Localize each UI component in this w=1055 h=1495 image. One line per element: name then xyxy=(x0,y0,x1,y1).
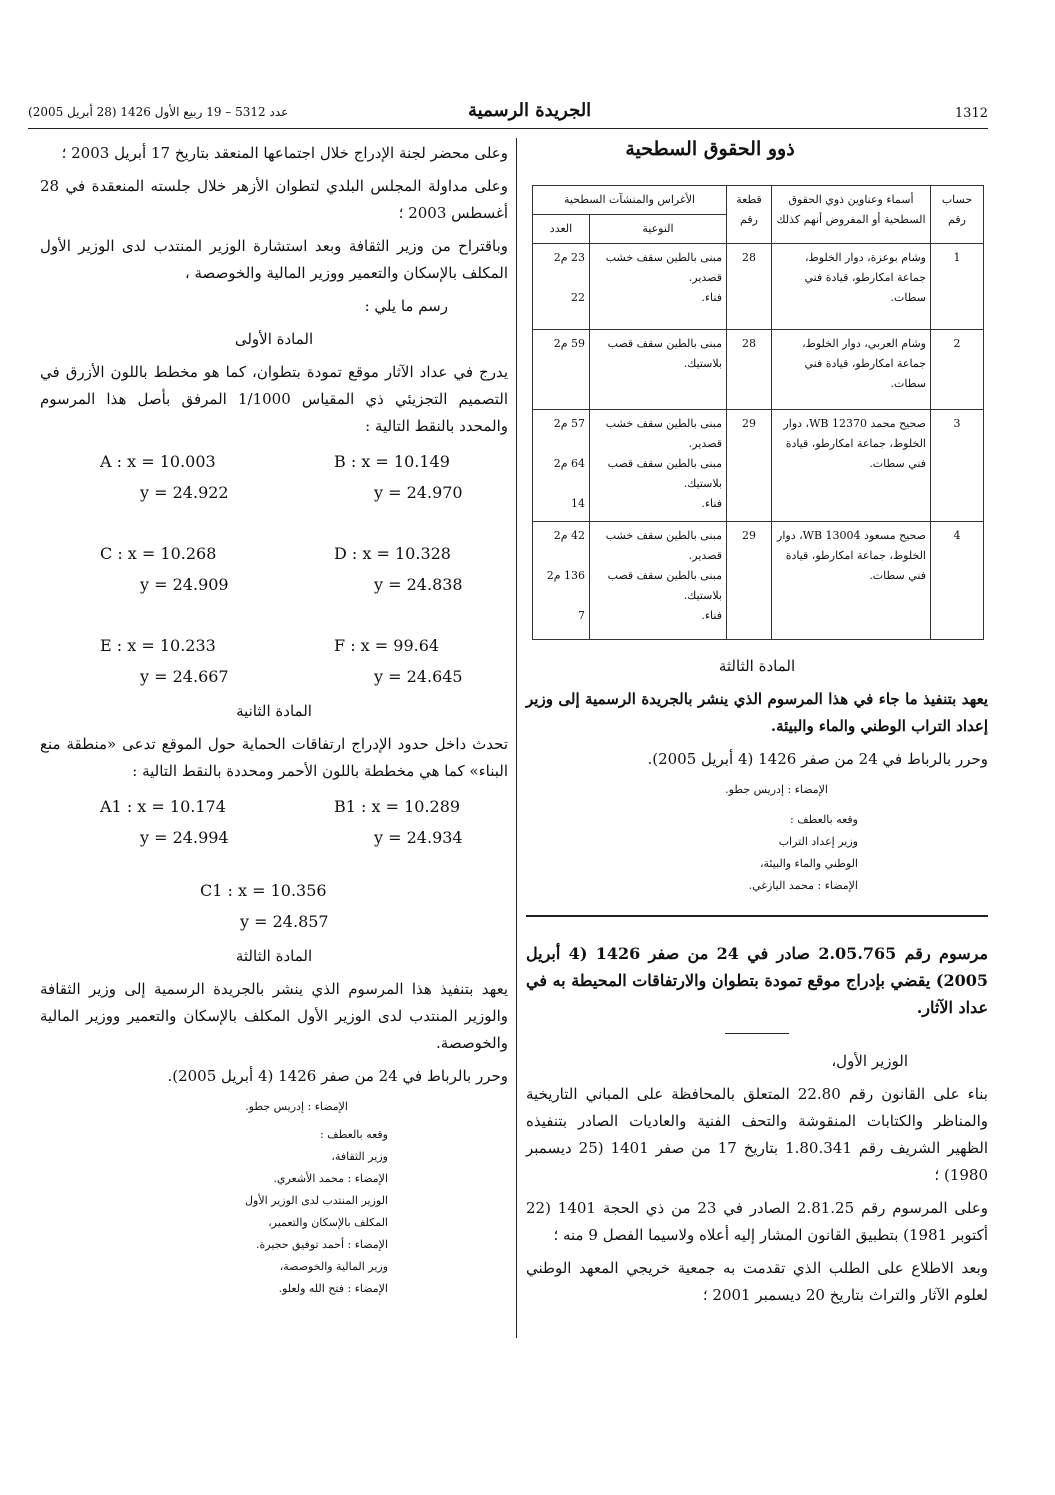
type-item: مبنى بالطين سقف قصب بلاستيك. xyxy=(607,569,722,602)
plot-cell: 28 xyxy=(727,330,772,410)
decree-para-1: بناء على القانون رقم 22.80 المتعلق بالمحافظة على المباني التاريخية والمناظر والكتابات المنقوشة والتحف الفنية والعاديات الصادر بتنفيذه الظهير الشريف رقم 1.80.341 بتاريخ 17 من صفر 1401 (25 ديسمبر 1980) ؛ xyxy=(526,1085,988,1184)
countersign-line: وزير المالية والخوصصة، xyxy=(279,1260,388,1273)
decree-title: مرسوم رقم 2.05.765 صادر في 24 من صفر 1426 (4 أبريل 2005) يقضي بإدراج موقع تمودة بتطوان والارتفاقات المحيطة به في عداد الآثار. xyxy=(526,944,989,1017)
para-committee: وعلى محضر لجنة الإدراج خلال اجتماعها المنعقد بتاريخ 17 أبريل 2003 ؛ xyxy=(61,144,508,162)
count-cell xyxy=(533,522,590,640)
type-cell xyxy=(590,522,727,640)
prime-minister: الوزير الأول، xyxy=(831,1052,908,1070)
countersign-line: الوزير المنتدب لدى الوزير الأول xyxy=(245,1194,388,1207)
countersign-line: وقعه بالعطف : xyxy=(790,813,858,826)
signature-right: الإمضاء : إدريس جطو. xyxy=(725,783,828,796)
table-row xyxy=(533,330,984,410)
left-column xyxy=(40,140,508,1300)
table-row xyxy=(533,244,984,330)
decreed-line: رسم ما يلي : xyxy=(364,297,448,315)
article-3-title: المادة الثالثة xyxy=(235,947,313,965)
header-type: النوعية xyxy=(590,215,727,244)
type-item: مبنى بالطين سقف خشب قصدير. xyxy=(605,417,722,450)
countersign-line: وقعه بالعطف : xyxy=(320,1128,388,1141)
point-f: F : x = 99.64 y = 24.645 xyxy=(334,636,463,686)
countersign-line: الوطني والماء والبيئة، xyxy=(759,857,858,870)
count-cell xyxy=(533,330,590,410)
decree-para-3: وبعد الاطلاع على الطلب الذي تقدمت به جمعية خريجي المعهد الوطني لعلوم الآثار والتراث بتاريخ 20 ديسمبر 2001 ؛ xyxy=(526,1259,988,1304)
article-3-text-right: يعهد بتنفيذ ما جاء في هذا المرسوم الذي ينشر بالجريدة الرسمية إلى وزير إعداد التراب الوطني والماء والبيئة. xyxy=(526,690,988,735)
gazette-title: الجريدة الرسمية xyxy=(468,100,592,121)
countersign-left xyxy=(40,1124,508,1300)
point-e: E : x = 10.233 y = 24.667 xyxy=(100,636,229,686)
section-title: ذوو الحقوق السطحية xyxy=(625,138,795,160)
account-cell: 4 xyxy=(931,522,984,640)
countersign-line: الإمضاء : فتح الله ولعلو. xyxy=(278,1282,388,1295)
countersign-line: المكلف بالإسكان والتعمير، xyxy=(268,1216,388,1229)
type-item: مبنى بالطين سقف قصب بلاستيك. xyxy=(607,337,722,370)
point-b1: B1 : x = 10.289 y = 24.934 xyxy=(334,797,463,847)
count-cell xyxy=(533,410,590,522)
type-item: فناء. xyxy=(701,609,722,622)
header-account: حساب رقم xyxy=(931,186,984,244)
article-3-text: يعهد بتنفيذ هذا المرسوم الذي ينشر بالجريدة الرسمية إلى وزير الثقافة والوزير المنتدب لدى الوزير الأول المكلف بالإسكان والتعمير ووزير المالية والخوصصة. xyxy=(40,980,508,1052)
article-1-title: المادة الأولى xyxy=(234,330,314,348)
page-header xyxy=(28,100,988,128)
section-separator xyxy=(526,915,988,917)
surface-rights-table xyxy=(532,185,984,640)
para-council: وعلى مداولة المجلس البلدي لتطوان الأزهر خلال جلسته المنعقدة في 28 أغسطس 2003 ؛ xyxy=(40,177,508,222)
header-count: العدد xyxy=(533,215,590,244)
count-item: 22 xyxy=(571,291,585,304)
name-cell: صحيح محمد WB 12370، دوار الخلوط، جماعة امكارطو، قيادة فني سطات. xyxy=(772,410,931,522)
header-names: أسماء وعناوين ذوي الحقوق السطحية أو المفروض أنهم كذلك xyxy=(772,186,931,244)
decree-para-2: وعلى المرسوم رقم 2.81.25 الصادر في 23 من ذي الحجة 1401 (22 أكتوبر 1981) بتطبيق القانون المشار إليه أعلاه ولاسيما الفصل 9 منه ؛ xyxy=(526,1199,989,1244)
count-item: 57 م2 xyxy=(553,417,585,430)
right-column-text xyxy=(526,653,988,897)
type-item: مبنى بالطين سقف خشب قصدير. xyxy=(605,529,722,562)
type-item: مبنى بالطين سقف قصب بلاستيك. xyxy=(607,457,722,490)
article-2-text: تحدث داخل حدود الإدراج ارتفاقات الحماية حول الموقع تدعى «منطقة منع البناء» كما هي مخططة باللون الأحمر ومحددة بالنقط التالية : xyxy=(40,735,508,780)
header-rule xyxy=(28,128,988,129)
page-number: 1312 xyxy=(954,106,988,121)
plot-cell: 28 xyxy=(727,244,772,330)
name-cell: وشام العربي، دوار الخلوط، جماعة امكارطو، قيادة فني سطات. xyxy=(772,330,931,410)
point-c1: C1 : x = 10.356 y = 24.857 xyxy=(200,881,329,931)
article-1-text: يدرج في عداد الآثار موقع تمودة بتطوان، كما هو مخطط باللون الأزرق في التصميم التجزيئي ذي المقياس 1/1000 المرفق بأصل هذا المرسوم والمحدد بالنقط التالية : xyxy=(40,363,508,435)
count-item: 7 xyxy=(578,609,585,622)
count-item: 14 xyxy=(571,497,585,510)
done-at: وحرر بالرباط في 24 من صفر 1426 (4 أبريل 2005). xyxy=(167,1067,508,1085)
countersign-right xyxy=(526,809,988,897)
para-proposal: وباقتراح من وزير الثقافة وبعد استشارة الوزير المنتدب لدى الوزير الأول المكلف بالإسكان والتعمير ووزير المالية والخوصصة ، xyxy=(40,237,508,282)
type-item: فناء. xyxy=(701,291,722,304)
column-divider xyxy=(516,138,517,1338)
type-item: مبنى بالطين سقف خشب قصدير. xyxy=(605,251,722,284)
plot-cell: 29 xyxy=(727,522,772,640)
countersign-line: وزير الثقافة، xyxy=(331,1150,388,1163)
header-purposes: الأغراس والمنشآت السطحية xyxy=(533,186,727,215)
name-cell: وشام بوعزة، دوار الخلوط، جماعة امكارطو، قيادة فني سطات. xyxy=(772,244,931,330)
count-item: 42 م2 xyxy=(553,529,585,542)
header-plot: قطعة رقم xyxy=(727,186,772,244)
type-item: فناء. xyxy=(701,497,722,510)
countersign-line: الإمضاء : محمد الأشعري. xyxy=(273,1172,388,1185)
table-row xyxy=(533,410,984,522)
countersign-line: الإمضاء : محمد اليازغي. xyxy=(748,879,858,892)
point-d: D : x = 10.328 y = 24.838 xyxy=(334,544,463,594)
point-a: A : x = 10.003 y = 24.922 xyxy=(100,452,229,502)
decree-block xyxy=(526,940,988,1315)
name-cell: صحيح مسعود WB 13004، دوار الخلوط، جماعة امكارطو، قيادة فني سطات. xyxy=(772,522,931,640)
plot-cell: 29 xyxy=(727,410,772,522)
point-b: B : x = 10.149 y = 24.970 xyxy=(334,452,463,502)
type-cell xyxy=(590,410,727,522)
count-item: 59 م2 xyxy=(553,337,585,350)
table-row xyxy=(533,522,984,640)
done-at-right: وحرر بالرباط في 24 من صفر 1426 (4 أبريل 2005). xyxy=(647,750,988,768)
count-item: 64 م2 xyxy=(553,457,585,470)
countersign-line: وزير إعداد التراب xyxy=(778,835,858,848)
type-cell xyxy=(590,330,727,410)
signature: الإمضاء : إدريس جطو. xyxy=(245,1100,348,1113)
account-cell: 2 xyxy=(931,330,984,410)
count-item: 23 م2 xyxy=(553,251,585,264)
point-a1: A1 : x = 10.174 y = 24.994 xyxy=(100,797,229,847)
points-list-2 xyxy=(40,791,508,853)
count-cell xyxy=(533,244,590,330)
issue-info: عدد 5312 – 19 ربيع الأول 1426 (28 أبريل 2005) xyxy=(28,105,289,119)
account-cell: 3 xyxy=(931,410,984,522)
point-c: C : x = 10.268 y = 24.909 xyxy=(100,544,229,594)
count-item: 136 م2 xyxy=(546,569,585,582)
type-cell xyxy=(590,244,727,330)
points-list-1 xyxy=(40,446,508,692)
decree-dash xyxy=(725,1033,789,1034)
account-cell: 1 xyxy=(931,244,984,330)
article-2-title: المادة الثانية xyxy=(236,702,312,720)
article-3-title-right: المادة الثالثة xyxy=(718,657,796,675)
countersign-line: الإمضاء : أحمد توفيق حجيرة. xyxy=(255,1238,388,1251)
